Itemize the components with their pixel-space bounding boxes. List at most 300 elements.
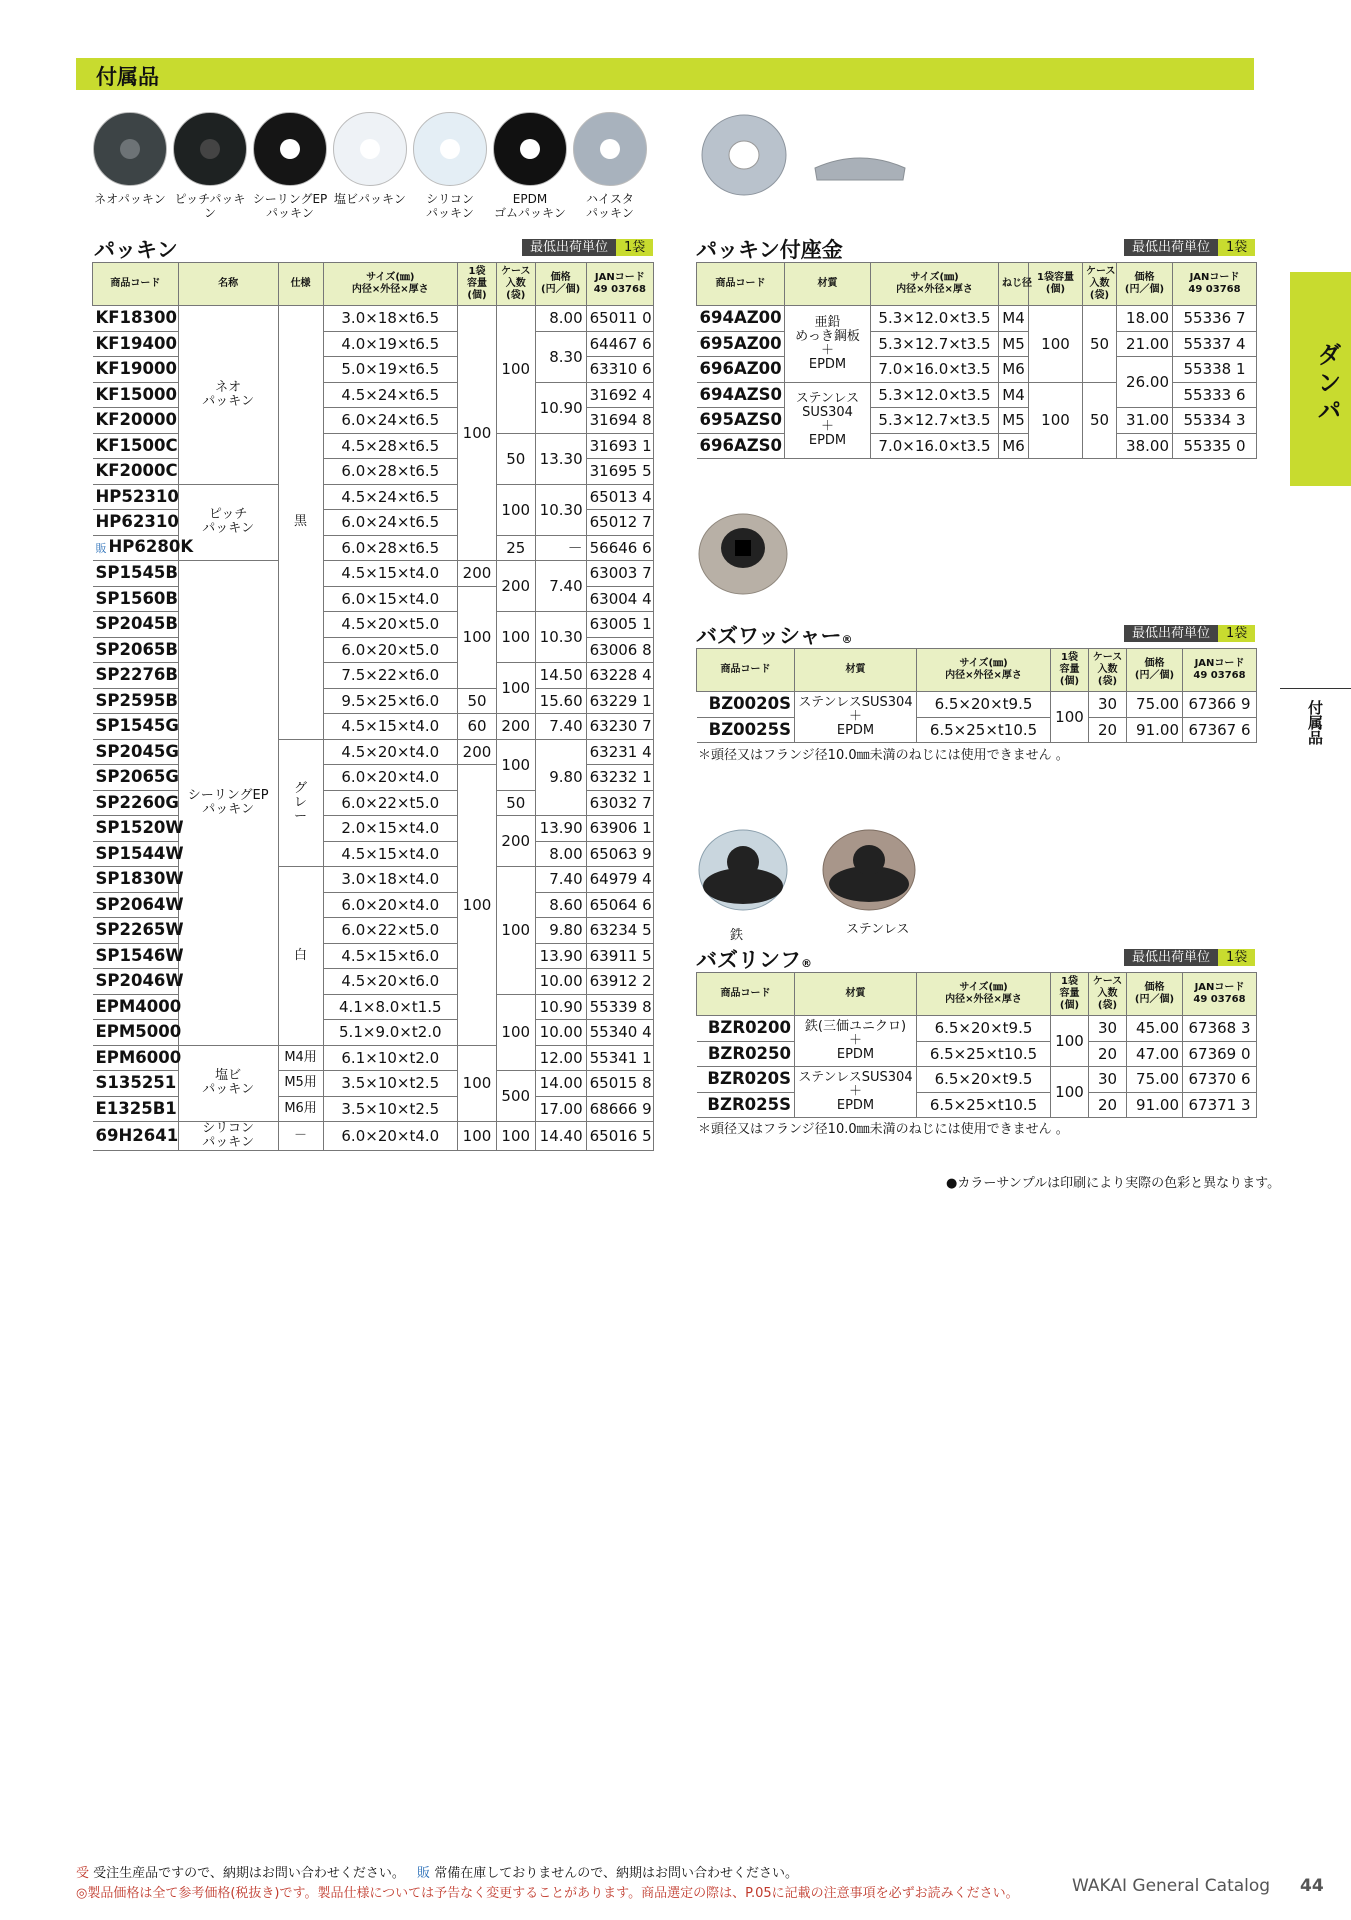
- table-row: [697, 433, 1257, 459]
- table-row: [93, 1045, 654, 1071]
- case-qty: 100: [496, 867, 535, 995]
- table-row: [697, 306, 1257, 332]
- jan-code: 64979 4: [586, 867, 653, 893]
- table-row: [93, 663, 654, 689]
- product-code: 69H2641: [93, 1122, 179, 1151]
- table-row: [93, 688, 654, 714]
- column-header: 1袋容量 (個): [1029, 263, 1083, 306]
- column-header: ケース 入数 (袋): [1089, 973, 1127, 1016]
- size: 9.5×25×t6.0: [323, 688, 458, 714]
- column-header: サイズ(㎜) 内径×外径×厚さ: [871, 263, 999, 306]
- table-row: [93, 561, 654, 587]
- packing-table: [92, 262, 654, 1151]
- table-row: [697, 1092, 1257, 1118]
- size: 4.5×15×t4.0: [323, 561, 458, 587]
- size: 3.5×10×t2.5: [323, 1071, 458, 1097]
- column-header: 名称: [178, 263, 278, 306]
- price: 75.00: [1127, 1067, 1183, 1093]
- packing-sample-label: ピッチパッキン: [174, 192, 246, 220]
- product-code: EPM4000: [93, 994, 179, 1020]
- jan-code: 65064 6: [586, 892, 653, 918]
- column-header: 価格 (円／個): [1127, 649, 1183, 692]
- size: 4.0×19×t6.5: [323, 331, 458, 357]
- column-header: 材質: [795, 973, 917, 1016]
- packing-sample-label: シーリングEP パッキン: [252, 192, 328, 220]
- case-qty: 100: [496, 484, 535, 535]
- column-header: サイズ(㎜) 内径×外径×厚さ: [917, 973, 1051, 1016]
- size: 7.0×16.0×t3.5: [871, 433, 999, 459]
- min-unit-label: 最低出荷単位: [1124, 625, 1218, 642]
- price: 75.00: [1127, 692, 1183, 718]
- section-banner: [76, 58, 1254, 90]
- min-unit-label: 最低出荷単位: [1124, 949, 1218, 966]
- table-row: [697, 331, 1257, 357]
- column-header: 価格 (円／個): [1127, 973, 1183, 1016]
- jan-code: 65013 4: [586, 484, 653, 510]
- jan-code: 68666 9: [586, 1096, 653, 1122]
- material: 鉄(三価ユニクロ) ＋ EPDM: [795, 1016, 917, 1067]
- table-row: [93, 714, 654, 740]
- jan-code: 31693 1: [586, 433, 653, 459]
- product-code: SP1560B: [93, 586, 179, 612]
- table-row: [93, 612, 654, 638]
- size: 4.5×15×t4.0: [323, 714, 458, 740]
- spec: 白: [278, 867, 323, 1046]
- jan-code: 55340 4: [586, 1020, 653, 1046]
- packing-sample-image: [93, 112, 167, 186]
- jan-code: 55334 3: [1173, 408, 1257, 434]
- size: 6.0×22×t5.0: [323, 790, 458, 816]
- table-row: [93, 1122, 654, 1151]
- spec: M4用: [278, 1045, 323, 1071]
- size: 3.5×10×t2.5: [323, 1096, 458, 1122]
- price: 13.90: [535, 816, 586, 842]
- price: 31.00: [1117, 408, 1173, 434]
- size: 4.5×20×t6.0: [323, 969, 458, 995]
- spec: M5用: [278, 1071, 323, 1097]
- color-note: ●カラーサンプルは印刷により実際の色彩と異なります。: [946, 1176, 1281, 1191]
- packing-sample-label: EPDM ゴムパッキン: [494, 192, 566, 220]
- catalog-name: WAKAI General Catalog: [1072, 1876, 1271, 1896]
- packing-sample: [410, 112, 490, 220]
- bag-qty: 100: [1029, 382, 1083, 459]
- product-code: SP1545G: [93, 714, 179, 740]
- price: 47.00: [1127, 1041, 1183, 1067]
- case-qty: 200: [496, 714, 535, 740]
- buzzrinf-table: [696, 972, 1257, 1118]
- bag-qty: 100: [458, 765, 497, 1046]
- material: ステンレスSUS304 ＋ EPDM: [795, 1067, 917, 1118]
- column-header: 1袋 容量 (個): [1051, 649, 1089, 692]
- product-code: KF2000C: [93, 459, 179, 485]
- bag-qty: 100: [458, 1045, 497, 1122]
- packing-sample: [170, 112, 250, 220]
- bag-qty: 50: [458, 688, 497, 714]
- registered-mark: ®: [801, 957, 812, 970]
- product-code: KF19400: [93, 331, 179, 357]
- jan-code: 55341 1: [586, 1045, 653, 1071]
- product-code: SP1545B: [93, 561, 179, 587]
- size: 5.3×12.0×t3.5: [871, 382, 999, 408]
- packing-sample-label: ネオパッキン: [94, 192, 166, 206]
- case-qty: 100: [496, 306, 535, 434]
- jan-code: 55338 1: [1173, 357, 1257, 383]
- product-name: ネオ パッキン: [178, 306, 278, 485]
- jan-code: 65016 5: [586, 1122, 653, 1151]
- packing-sample-image: [253, 112, 327, 186]
- product-code: SP2260G: [93, 790, 179, 816]
- table-row: [93, 841, 654, 867]
- min-unit-label: 最低出荷単位: [1124, 239, 1218, 256]
- size: 4.5×15×t6.0: [323, 943, 458, 969]
- jan-code: 65011 0: [586, 306, 653, 332]
- size: 6.1×10×t2.0: [323, 1045, 458, 1071]
- price: 18.00: [1117, 306, 1173, 332]
- price: 91.00: [1127, 717, 1183, 743]
- price: 15.60: [535, 688, 586, 714]
- product-code: SP1546W: [93, 943, 179, 969]
- price: 17.00: [535, 1096, 586, 1122]
- case-qty: 20: [1089, 1041, 1127, 1067]
- table-row: [93, 1071, 654, 1097]
- column-header: 1袋 容量 (個): [458, 263, 497, 306]
- case-qty: 20: [1089, 717, 1127, 743]
- price: 91.00: [1127, 1092, 1183, 1118]
- product-code: SP2065G: [93, 765, 179, 791]
- table-row: [93, 816, 654, 842]
- product-code: SP2276B: [93, 663, 179, 689]
- jan-code: 31695 5: [586, 459, 653, 485]
- case-qty: 25: [496, 535, 535, 561]
- product-code: KF15000: [93, 382, 179, 408]
- page-number: 44: [1300, 1876, 1324, 1896]
- size: 4.5×20×t4.0: [323, 739, 458, 765]
- column-header: ケース 入数 (袋): [1089, 649, 1127, 692]
- packing-sample: [330, 112, 410, 206]
- jan-code: 63911 5: [586, 943, 653, 969]
- footer-line2: ◎製品価格は全て参考価格(税抜き)です。製品仕様については予告なく変更することがあります。商品選定の際は、P.05に記載の注意事項を必ずお読みください。: [76, 1886, 1019, 1901]
- size: 6.0×20×t4.0: [323, 1122, 458, 1151]
- size: 5.3×12.7×t3.5: [871, 331, 999, 357]
- case-qty: 100: [496, 612, 535, 663]
- side-label: 付属品: [1306, 700, 1324, 745]
- jan-code: 56646 6: [586, 535, 653, 561]
- size: 7.0×16.0×t3.5: [871, 357, 999, 383]
- column-header: ケース 入数 (袋): [496, 263, 535, 306]
- jan-code: 67369 0: [1183, 1041, 1257, 1067]
- table-row: [697, 1016, 1257, 1042]
- buzzwasher-photo: [695, 508, 795, 596]
- table-row: [93, 892, 654, 918]
- size: 4.5×15×t4.0: [323, 841, 458, 867]
- zamokin-min-unit: [1124, 238, 1255, 258]
- table-row: [93, 739, 654, 765]
- jan-code: 31694 8: [586, 408, 653, 434]
- table-row: [697, 692, 1257, 718]
- min-unit-value: 1袋: [1218, 625, 1255, 642]
- spec: 黒: [278, 306, 323, 740]
- bag-qty: 60: [458, 714, 497, 740]
- buzzrinf-image-label-stainless: ステンレス: [846, 922, 910, 937]
- bag-qty: 100: [458, 586, 497, 688]
- table-row: [93, 969, 654, 995]
- jan-code: 67366 9: [1183, 692, 1257, 718]
- jan-code: 67367 6: [1183, 717, 1257, 743]
- not-stocked-mark: 販: [417, 1866, 431, 1881]
- product-code: 694AZ00: [697, 306, 785, 332]
- product-code: E1325B1: [93, 1096, 179, 1122]
- size: 6.0×20×t5.0: [323, 637, 458, 663]
- made-to-order-mark: 受: [76, 1866, 90, 1881]
- column-header: 商品コード: [697, 973, 795, 1016]
- size: 6.5×20×t9.5: [917, 1016, 1051, 1042]
- price: 9.80: [535, 918, 586, 944]
- size: 6.0×22×t5.0: [323, 918, 458, 944]
- material: ステンレス SUS304 ＋ EPDM: [785, 382, 871, 459]
- case-qty: 30: [1089, 692, 1127, 718]
- banner-title: 付属品: [96, 65, 159, 89]
- table-row: [93, 331, 654, 357]
- size: 2.0×15×t4.0: [323, 816, 458, 842]
- packing-sample-label: シリコン パッキン: [426, 192, 474, 220]
- jan-code: 63234 5: [586, 918, 653, 944]
- table-row: [93, 306, 654, 332]
- price: 14.00: [535, 1071, 586, 1097]
- size: 6.0×24×t6.5: [323, 408, 458, 434]
- column-header: 価格 (円／個): [1117, 263, 1173, 306]
- size: 6.0×15×t4.0: [323, 586, 458, 612]
- table-row: [697, 408, 1257, 434]
- size: 4.5×28×t6.5: [323, 433, 458, 459]
- jan-code: 55335 0: [1173, 433, 1257, 459]
- registered-mark: ®: [841, 633, 853, 646]
- footer-line1: [76, 1862, 798, 1881]
- price: 10.00: [535, 969, 586, 995]
- min-unit-value: 1袋: [1218, 239, 1255, 256]
- screw-size: M4: [999, 382, 1029, 408]
- price: 8.00: [535, 306, 586, 332]
- product-code: KF19000: [93, 357, 179, 383]
- product-code: KF20000: [93, 408, 179, 434]
- material: ステンレスSUS304 ＋ EPDM: [795, 692, 917, 743]
- product-code: EPM5000: [93, 1020, 179, 1046]
- price: 10.30: [535, 612, 586, 663]
- product-code: EPM6000: [93, 1045, 179, 1071]
- screw-size: M4: [999, 306, 1029, 332]
- jan-code: 63912 2: [586, 969, 653, 995]
- buzzrinf-min-unit: [1124, 948, 1255, 968]
- size: 7.5×22×t6.0: [323, 663, 458, 689]
- column-header: 仕様: [278, 263, 323, 306]
- price: 45.00: [1127, 1016, 1183, 1042]
- product-code: SP2045B: [93, 612, 179, 638]
- product-code: SP2065B: [93, 637, 179, 663]
- price: －: [535, 535, 586, 561]
- jan-code: 65012 7: [586, 510, 653, 536]
- column-header: ケース 入数 (袋): [1083, 263, 1117, 306]
- jan-code: 31692 4: [586, 382, 653, 408]
- product-code: BZR020S: [697, 1067, 795, 1093]
- product-code: 695AZ00: [697, 331, 785, 357]
- spec: M6用: [278, 1096, 323, 1122]
- price: 21.00: [1117, 331, 1173, 357]
- jan-code: 65015 8: [586, 1071, 653, 1097]
- product-code: 694AZS0: [697, 382, 785, 408]
- price: 8.30: [535, 331, 586, 382]
- column-header: JANコード 49 03768: [1173, 263, 1257, 306]
- bag-qty: 100: [458, 1122, 497, 1151]
- buzzrinf-title-text: バズリンフ: [696, 948, 801, 972]
- jan-code: 63906 1: [586, 816, 653, 842]
- price: 10.00: [535, 1020, 586, 1046]
- size: 3.0×18×t4.0: [323, 867, 458, 893]
- price: 8.00: [535, 841, 586, 867]
- bag-qty: 100: [1051, 692, 1089, 743]
- jan-code: 55337 4: [1173, 331, 1257, 357]
- jan-code: 55339 8: [586, 994, 653, 1020]
- table-row: [93, 994, 654, 1020]
- packing-sample-label: ハイスタ パッキン: [586, 192, 634, 220]
- spec: －: [278, 1122, 323, 1151]
- side-divider: [1280, 688, 1351, 689]
- jan-code: 67370 6: [1183, 1067, 1257, 1093]
- buzzwasher-note: ＊頭径又はフランジ径10.0㎜未満のねじには使用できません 。: [698, 748, 1069, 763]
- table-row: [93, 484, 654, 510]
- size: 4.5×24×t6.5: [323, 382, 458, 408]
- washer-photo: [700, 110, 920, 200]
- size: 4.5×24×t6.5: [323, 484, 458, 510]
- bag-qty: 200: [458, 739, 497, 765]
- packing-title: パッキン: [94, 238, 178, 262]
- size: 6.0×24×t6.5: [323, 510, 458, 536]
- size: 6.0×20×t4.0: [323, 892, 458, 918]
- bag-qty: 100: [1029, 306, 1083, 383]
- buzzwasher-title: [696, 620, 853, 650]
- jan-code: 64467 6: [586, 331, 653, 357]
- product-code: SP2265W: [93, 918, 179, 944]
- column-header: 商品コード: [697, 649, 795, 692]
- buzzwasher-table: [696, 648, 1257, 743]
- column-header: 価格 (円／個): [535, 263, 586, 306]
- size: 5.1×9.0×t2.0: [323, 1020, 458, 1046]
- table-row: [93, 1096, 654, 1122]
- table-row: [93, 433, 654, 459]
- size: 6.0×28×t6.5: [323, 459, 458, 485]
- column-header: JANコード 49 03768: [1183, 973, 1257, 1016]
- column-header: サイズ(㎜) 内径×外径×厚さ: [917, 649, 1051, 692]
- packing-sample-image: [173, 112, 247, 186]
- case-qty: 200: [496, 561, 535, 612]
- case-qty: 50: [496, 790, 535, 816]
- side-tab-damper[interactable]: [1290, 272, 1351, 486]
- footer-text-b: 常備在庫しておりませんので、納期はお問い合わせください。: [434, 1866, 798, 1881]
- column-header: 商品コード: [93, 263, 179, 306]
- screw-size: M6: [999, 357, 1029, 383]
- jan-code: 63229 1: [586, 688, 653, 714]
- product-name: シーリングEP パッキン: [178, 561, 278, 1046]
- footer-text-a: 受注生産品ですので、納期はお問い合わせください。: [93, 1866, 405, 1881]
- product-code: KF18300: [93, 306, 179, 332]
- price: 14.40: [535, 1122, 586, 1151]
- case-qty: 100: [496, 1122, 535, 1151]
- table-row: [93, 382, 654, 408]
- price: 13.90: [535, 943, 586, 969]
- size: 6.5×20×t9.5: [917, 692, 1051, 718]
- product-code: BZ0025S: [697, 717, 795, 743]
- product-code: SP2046W: [93, 969, 179, 995]
- size: 6.5×25×t10.5: [917, 1041, 1051, 1067]
- table-row: [93, 943, 654, 969]
- jan-code: 63004 4: [586, 586, 653, 612]
- packing-sample-image: [413, 112, 487, 186]
- product-name: 塩ビ パッキン: [178, 1045, 278, 1122]
- case-qty: 200: [496, 816, 535, 867]
- price: 10.90: [535, 382, 586, 433]
- price: 7.40: [535, 714, 586, 740]
- case-qty: 100: [496, 663, 535, 714]
- size: 5.0×19×t6.5: [323, 357, 458, 383]
- price: 14.50: [535, 663, 586, 689]
- price: 13.30: [535, 433, 586, 484]
- case-qty: 20: [1089, 1092, 1127, 1118]
- jan-code: 63310 6: [586, 357, 653, 383]
- packing-sample-image: [573, 112, 647, 186]
- product-code: SP2064W: [93, 892, 179, 918]
- table-row: [93, 867, 654, 893]
- product-code: BZR025S: [697, 1092, 795, 1118]
- case-qty: 50: [1083, 382, 1117, 459]
- bag-qty: 100: [1051, 1016, 1089, 1067]
- column-header: 材質: [785, 263, 871, 306]
- price: 8.60: [535, 892, 586, 918]
- table-row: [93, 535, 654, 561]
- jan-code: 63230 7: [586, 714, 653, 740]
- zamokin-table: [696, 262, 1257, 459]
- price: 38.00: [1117, 433, 1173, 459]
- jan-code: 55336 7: [1173, 306, 1257, 332]
- jan-code: 63006 8: [586, 637, 653, 663]
- case-qty: 50: [1083, 306, 1117, 383]
- table-row: [697, 717, 1257, 743]
- table-row: [697, 1067, 1257, 1093]
- packing-sample-image: [493, 112, 567, 186]
- buzzrinf-title: [696, 944, 812, 974]
- screw-size: M5: [999, 331, 1029, 357]
- min-unit-label: 最低出荷単位: [522, 239, 616, 256]
- case-qty: 100: [496, 994, 535, 1071]
- product-code: SP1520W: [93, 816, 179, 842]
- case-qty: 30: [1089, 1067, 1127, 1093]
- screw-size: M6: [999, 433, 1029, 459]
- size: 6.5×20×t9.5: [917, 1067, 1051, 1093]
- price: 12.00: [535, 1045, 586, 1071]
- bag-qty: 100: [458, 306, 497, 561]
- product-code: BZ0020S: [697, 692, 795, 718]
- column-header: 1袋 容量 (個): [1051, 973, 1089, 1016]
- column-header: JANコード 49 03768: [586, 263, 653, 306]
- case-qty: 50: [496, 433, 535, 484]
- jan-code: 63228 4: [586, 663, 653, 689]
- side-tab-label: ダンパ: [1313, 342, 1341, 426]
- column-header: サイズ(㎜) 内径×外径×厚さ: [323, 263, 458, 306]
- case-qty: 30: [1089, 1016, 1127, 1042]
- packing-sample-label: 塩ビパッキン: [334, 192, 406, 206]
- size: 5.3×12.7×t3.5: [871, 408, 999, 434]
- bag-qty: 200: [458, 561, 497, 587]
- size: 6.0×20×t4.0: [323, 765, 458, 791]
- jan-code: 67368 3: [1183, 1016, 1257, 1042]
- min-unit-value: 1袋: [616, 239, 653, 256]
